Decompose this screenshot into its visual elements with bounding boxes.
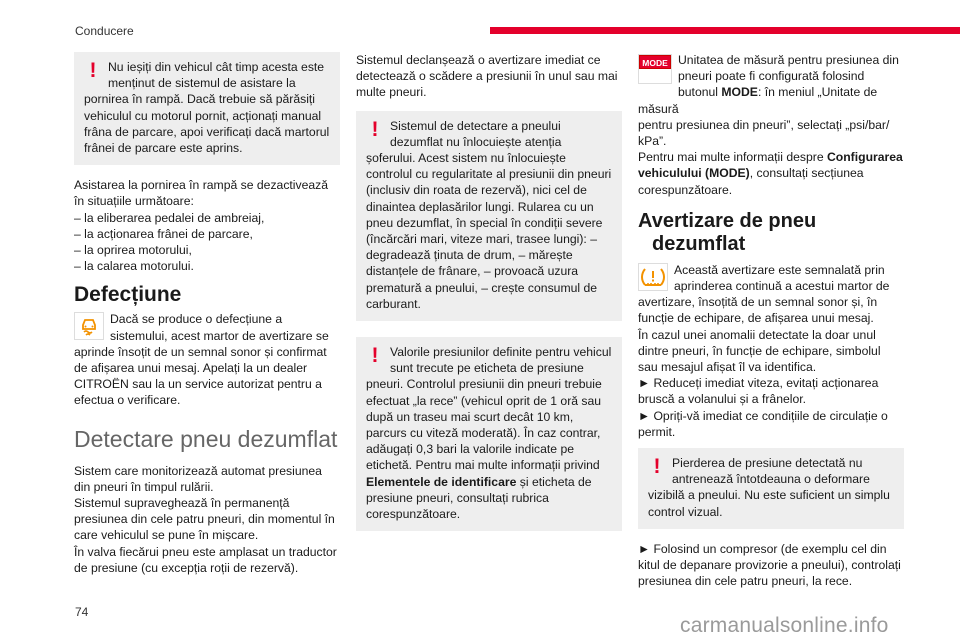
mode-badge: MODE — [639, 55, 671, 69]
warning-box-visual-check: ! Pierderea de presiune detectată nu antrenează întotdeauna o deformare vizibilă a pneului. Nu este suficient un simplu control vizual. — [638, 448, 904, 529]
mode-button-icon — [638, 54, 672, 84]
heading-defect: Defecțiune — [74, 283, 182, 307]
paragraph-mode-unit: MODE Unitatea de măsură pentru presiunea din pneuri poate fi configurată folosind butonul MODE: în meniul „Unitate de măsură pentru presiunea din pneuri”, selectați „psi/bar/ kPa”. Pentru mai multe informații despre Configurarea vehiculului (MODE), consultați secțiunea corespunzătoare. — [638, 53, 903, 197]
paragraph-detection: Sistem care monitorizează automat presiunea din pneuri în timpul rulării. Sistemul supraveghează în permanență presiunea din cele patru pneuri, din momentul în care vehiculul se pune în mișcare. În valva fiecărui pneu este amplasat un traductor de presiune (cu excepția roții de rezervă). — [74, 463, 337, 575]
running-header: Conducere — [75, 24, 134, 38]
paragraph-flat-tyre-warning: Această avertizare este semnalată prin aprinderea continuă a acestui martor de avertizare, însoțită de un semnal sonor și, în funcție de echipare, de afișarea unui mesaj. În cazul unei anomalii detectate la doar unul dintre pneuri, în funcție de echipare, simbolul sau mesajul afișat îl va identifica. ► Reduceți imediat viteza, evitați acționarea bruscă a volanului și a frânelor. ► Opriți-vă imediat ce condițiile de circulație o permit. — [638, 262, 890, 439]
tyre-pressure-warning-icon — [638, 263, 668, 291]
column-left — [74, 52, 340, 584]
exclamation-icon: ! — [371, 344, 379, 368]
warning-box-pressure-values: ! Valorile presiunilor definite pentru vehicul sunt trecute pe eticheta de presiune pneuri. Controlul presiunii din pneuri trebuie efectuat „la rece” (vehicul oprit de 1 oră sau după un traseu mai scurt decât 10 km, parcurs cu viteză moderată). În caz contrar, adăugați 0,3 bari la valorile indicate pe etichetă. Pentru mai multe informații privind Elementele de identificare și eticheta de presiune pneuri, consultați rubrica corespunzătoare. — [356, 337, 622, 531]
warning-box-driver-attention: ! Sistemul de detectare a pneului dezumflat nu înlocuiește atenția șoferului. Acest sistem nu înlocuiește controlul cu regularitate al presiunii din pneuri (inclusiv din roata de rezervă), nici cel de dinaintea deplasărilor lungi. Rularea cu un pneu dezumflat, în special în condiții severe (încărcări mari, viteze mari, trasee lungi): – degradează ținuta de drum, – mărește distanțele de frânare, – provoacă uzura prematură a pneului, – crește consumul de carburant. — [356, 111, 622, 321]
warning-text: Nu ieșiți din vehicul cât timp acesta este menținut de sistemul de asistare la pornirea în rampă. Dacă trebuie să părăsiți vehiculul cu motorul pornit, acționați manual frâna de parcare, apoi verificați dacă martorul frânei de parcare este aprins. — [84, 60, 330, 156]
paragraph-deactivation: Asistarea la pornirea în rampă se dezactivează în situațiile următoare: – la eliberarea pedalei de ambreiaj, – la acționarea frânei de parcare, – la oprirea motorului, – la calarea motorului. — [74, 178, 329, 274]
warning-box-hill-start — [74, 52, 340, 165]
paragraph-compressor: ► Folosind un compresor (de exemplu cel din kitul de depanare provizorie a pneului), controlați presiunea din cele patru pneuri, la rece. — [638, 541, 901, 589]
exclamation-icon: ! — [653, 455, 661, 479]
watermark: carmanualsonline.info — [680, 614, 889, 637]
exclamation-icon: ! — [89, 59, 97, 82]
paragraph-system-warning: Sistemul declanșează o avertizare imediat ce detectează o scădere a presiunii în unul sau mai multe pneuri. — [356, 53, 618, 100]
header-accent-bar — [490, 27, 960, 34]
page-number: 74 — [75, 605, 89, 619]
skid-warning-icon — [74, 312, 104, 340]
heading-flat-tyre-detection: Detectare pneu dezumflat — [74, 425, 338, 452]
column-right — [638, 52, 904, 597]
paragraph-defect: Dacă se produce o defecțiune a sistemului, acest martor de avertizare se aprinde însoțit de un semnal sonor și confirmat de afișarea unui mesaj. Apelați la un dealer CITROËN sau la un service autorizat pentru a efectua o verificare. — [74, 312, 329, 408]
heading-flat-tyre-warning: Avertizare de pneu dezumflat — [638, 209, 817, 255]
exclamation-icon: ! — [371, 117, 379, 141]
column-middle — [356, 52, 622, 543]
